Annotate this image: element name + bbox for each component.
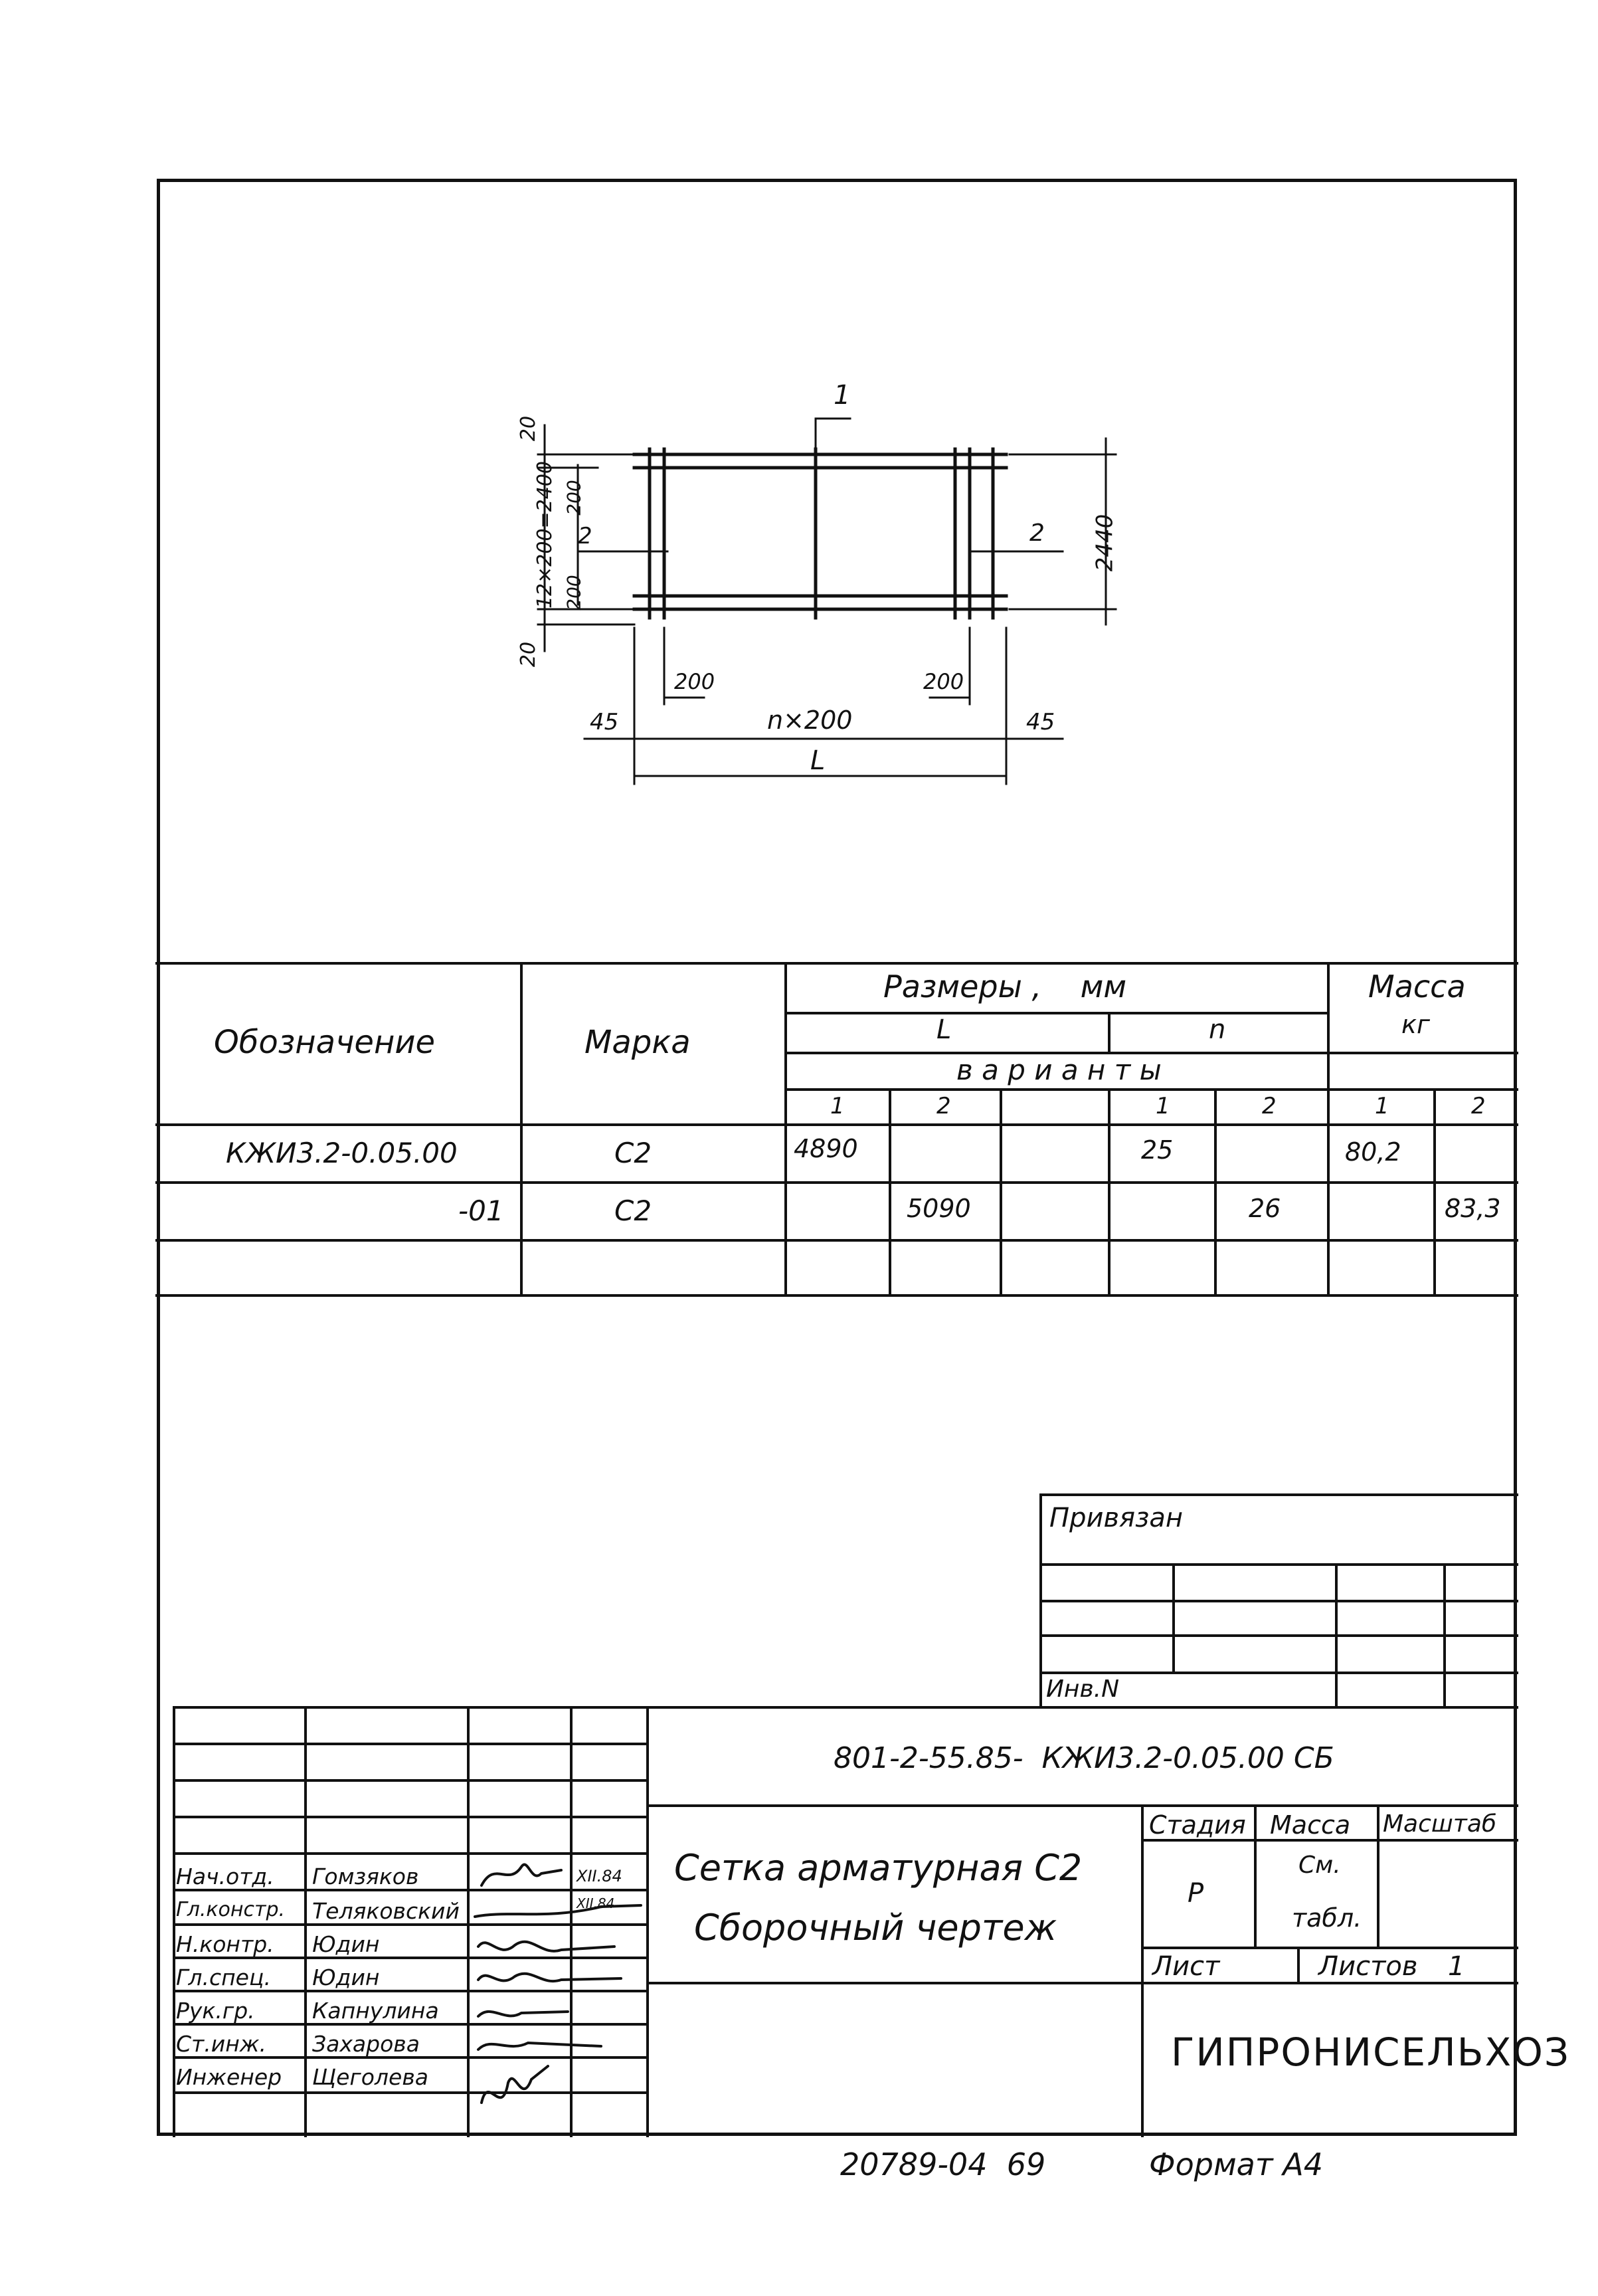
variant-num: 2 — [936, 1093, 951, 1119]
sheets-value: 1 — [1448, 1951, 1465, 1982]
dim-200-a: 200 — [563, 480, 585, 516]
header-mark: Марка — [584, 1024, 691, 1061]
table-row-n1: 25 — [1141, 1135, 1174, 1165]
dim-200-bottom-right: 200 — [923, 669, 964, 694]
signature-6 — [478, 2043, 601, 2050]
mass-value-1: См. — [1298, 1852, 1341, 1879]
staff-name: Юдин — [312, 1931, 380, 1957]
staff-name: Юдин — [312, 1964, 380, 1990]
header-mass: Масса — [1368, 969, 1466, 1004]
signature-7 — [482, 2066, 548, 2103]
title-line-1: Сетка арматурная С2 — [674, 1847, 1083, 1889]
dim-top-20: 20 — [517, 415, 541, 442]
staff-role: Гл.констр. — [176, 1898, 286, 1921]
sheets-header: Листов — [1318, 1951, 1418, 1982]
table-row-L1: 4890 — [794, 1134, 858, 1163]
staff-role: Нач.отд. — [176, 1864, 274, 1889]
header-mass-unit: кг — [1401, 1010, 1430, 1039]
staff-date-2: XII.84 — [577, 1895, 615, 1911]
staff-role: Гл.спец. — [176, 1964, 271, 1990]
ref-linked-label: Привязан — [1049, 1503, 1184, 1533]
header-n: n — [1209, 1014, 1226, 1045]
variant-num: 1 — [830, 1093, 845, 1119]
dim-2-right: 2 — [1029, 520, 1045, 547]
staff-date: XII.84 — [577, 1867, 622, 1885]
dim-45-left: 45 — [590, 709, 619, 735]
header-designation: Обозначение — [214, 1024, 436, 1061]
callout-1: 1 — [834, 380, 851, 411]
dim-45-right: 45 — [1026, 709, 1055, 735]
variant-num: 2 — [1471, 1093, 1486, 1119]
signature-2 — [475, 1905, 641, 1917]
mesh-drawing — [634, 449, 1006, 618]
doc-code: 801-2-55.85- КЖИ3.2-0.05.00 СБ — [834, 1741, 1334, 1775]
staff-role: Ст.инж. — [176, 2031, 266, 2057]
dim-200-bottom-left: 200 — [674, 669, 715, 694]
variant-num: 1 — [1375, 1093, 1389, 1119]
dim-200-b: 200 — [563, 575, 585, 611]
dim-left-total: 12×200=2400 — [533, 460, 557, 609]
ref-inv-label: Инв.N — [1046, 1675, 1120, 1703]
staff-role: Инженер — [176, 2064, 282, 2090]
scale-header: Масштаб — [1383, 1810, 1497, 1838]
header-variants: в а р и а н т ы — [956, 1054, 1162, 1086]
organization: ГИПРОНИСЕЛЬХОЗ — [1171, 2030, 1571, 2075]
dim-2-left: 2 — [578, 523, 592, 549]
doc-number: 20789-04 69 — [840, 2147, 1046, 2182]
staff-name: Капнулина — [312, 1998, 439, 2024]
staff-role: Рук.гр. — [176, 1998, 255, 2024]
signatures — [468, 1854, 648, 2136]
staff-name: Теляковский — [312, 1898, 460, 1924]
dim-L: L — [810, 745, 826, 776]
table-row-designation: -01 — [458, 1195, 504, 1227]
stage-header: Стадия — [1149, 1810, 1246, 1840]
dim-right-total: 2440 — [1091, 514, 1118, 572]
table-row-m2: 83,3 — [1445, 1194, 1501, 1223]
table-row-mark: С2 — [614, 1137, 652, 1169]
staff-role: Н.контр. — [176, 1931, 274, 1957]
title-line-2: Сборочный чертеж — [694, 1907, 1057, 1949]
header-L: L — [936, 1014, 952, 1045]
sheet-header: Лист — [1152, 1951, 1220, 1982]
signature-5 — [478, 2012, 568, 2016]
table-row-L2: 5090 — [907, 1194, 971, 1223]
signature-1 — [482, 1865, 561, 1885]
paper-format: Формат А4 — [1149, 2147, 1323, 2182]
stage-value: Р — [1188, 1878, 1204, 1909]
dim-bottom-20: 20 — [517, 641, 541, 668]
spec-table-lines — [157, 963, 1517, 1295]
mass-value-2: табл. — [1292, 1903, 1362, 1933]
table-row-mark: С2 — [614, 1195, 652, 1227]
staff-name: Щеголева — [312, 2064, 428, 2090]
variant-num: 2 — [1262, 1093, 1277, 1119]
staff-name: Захарова — [312, 2031, 420, 2057]
table-row-m1: 80,2 — [1345, 1137, 1401, 1167]
table-row-n2: 26 — [1249, 1194, 1281, 1223]
signature-4 — [478, 1974, 621, 1981]
dim-n-200: n×200 — [767, 706, 853, 735]
header-sizes: Размеры , мм — [883, 969, 1127, 1004]
variant-num: 1 — [1156, 1093, 1170, 1119]
mass-header: Масса — [1270, 1810, 1351, 1840]
signature-3 — [478, 1942, 614, 1951]
table-row-designation: КЖИ3.2-0.05.00 — [226, 1137, 458, 1169]
staff-name: Гомзяков — [312, 1864, 419, 1889]
